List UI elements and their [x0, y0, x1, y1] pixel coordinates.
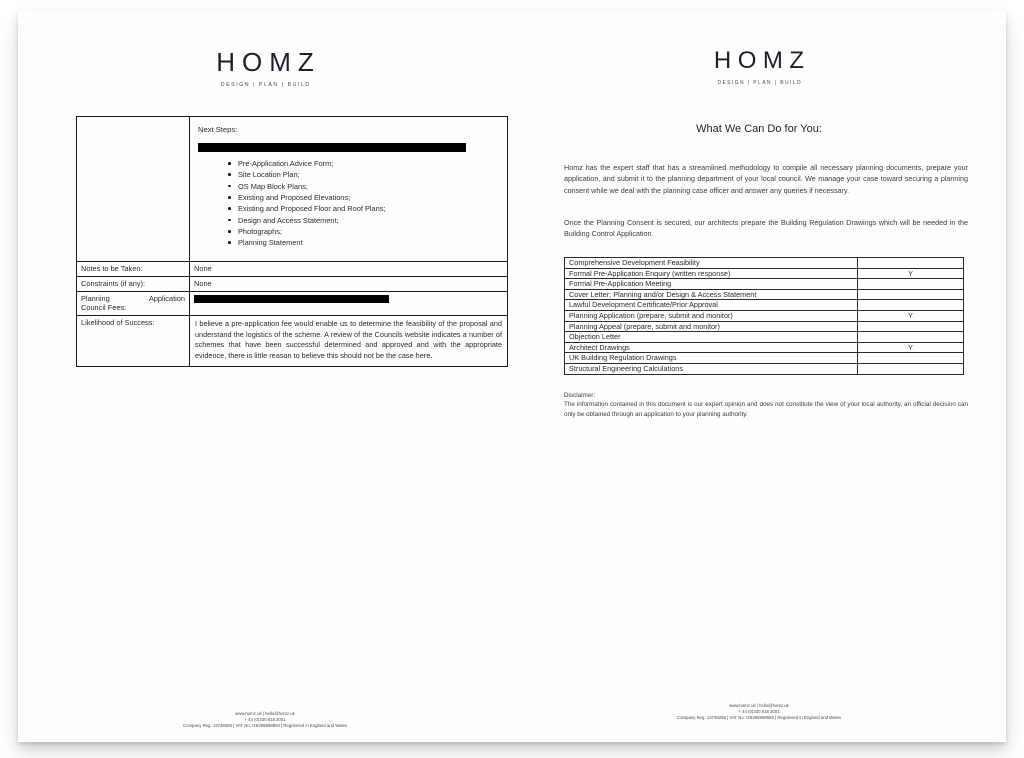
table-row-council-fees: [77, 291, 508, 316]
footer-registration-line: Company Reg: 13748286 | VAT No: GB395998993 | Registered in England and Wales: [676, 715, 842, 721]
service-name: Lawful Development Certificate/Prior Approval: [565, 300, 858, 311]
service-mark: [858, 321, 964, 332]
service-name: Cover Letter; Planning and/or Design & Access Statement: [565, 289, 858, 300]
service-name: Formal Pre-Application Enquiry (written response): [565, 268, 858, 279]
brand-logo-left: [18, 49, 512, 88]
intro-paragraph-2: Once the Planning Consent is secured, our architects prepare the Building Regulation Drawings which will be needed in the Building Control Application.: [564, 218, 968, 239]
service-mark: Y: [858, 310, 964, 321]
footer-contact-line: www.homz.uk | hello@homz.uk: [729, 703, 789, 708]
footer-right: [512, 703, 1006, 722]
list-item: Design and Access Statement;: [238, 215, 503, 226]
service-name: Planning Application (prepare, submit and monitor): [565, 310, 858, 321]
footer-phone-line: + 44 (0)330 818 3001: [738, 709, 780, 715]
service-mark: [858, 258, 964, 269]
likelihood-label-cell: Likelihood of Success:: [77, 316, 190, 367]
list-item: Planning Statement: [238, 237, 503, 248]
list-item: Photographs;: [238, 226, 503, 237]
logo-wordmark: HOMZ: [216, 47, 321, 77]
logo-tagline: DESIGN | PLAN | BUILD: [717, 80, 802, 86]
list-item: Pre-Application Advice Form;: [238, 158, 503, 169]
notes-value-cell: None: [190, 262, 508, 277]
service-mark: Y: [858, 268, 964, 279]
planning-notes-table: [76, 116, 508, 367]
footer-phone-line: + 44 (0)330 818 3001: [244, 717, 286, 723]
table-row-next-steps: [77, 117, 508, 262]
table-row-notes: [77, 262, 508, 277]
page-left: [18, 11, 512, 742]
disclaimer-block: [564, 391, 968, 420]
disclaimer-title: Disclaimer:: [564, 392, 596, 399]
page-title: What We Can Do for You:: [696, 123, 822, 135]
footer-left: [18, 711, 512, 730]
brand-logo-right: [512, 49, 1006, 86]
table-row: [565, 310, 964, 321]
list-item: Existing and Proposed Elevations;: [238, 192, 503, 203]
likelihood-value-cell: [190, 316, 508, 367]
council-fees-label-line-1: Planning Application: [81, 293, 185, 303]
table-row: [565, 268, 964, 279]
next-steps-title: Next Steps:: [198, 125, 238, 134]
service-name: Objection Letter: [565, 332, 858, 343]
intro-paragraph-1: Homz has the expert staff that has a streamlined methodology to compile all necessary planning documents, prepare your application, and submit it to the planning department of your local council. We manage your case toward securing a planning consent while we deal with the planning case officer and answer any queries if necessary.: [564, 163, 968, 195]
footer-contact-line: www.homz.uk | hello@homz.uk: [235, 711, 295, 716]
logo-wordmark: HOMZ: [713, 47, 811, 74]
constraints-label-cell: Constraints (if any):: [77, 276, 190, 291]
council-fees-label-cell: [77, 291, 190, 316]
services-checklist-table: [564, 257, 964, 375]
service-name: Formal Pre-Application Meeting: [565, 279, 858, 290]
service-mark: [858, 363, 964, 374]
service-name: Architect Drawings: [565, 342, 858, 353]
service-name: Structural Engineering Calculations: [565, 363, 858, 374]
footer-registration-line: Company Reg: 13748286 | VAT No: GB395998993 | Registered in England and Wales: [182, 723, 348, 729]
service-mark: [858, 279, 964, 290]
service-name: Comprehensive Development Feasibility: [565, 258, 858, 269]
council-fees-value-cell: [190, 291, 508, 316]
logo-tagline: DESIGN | PLAN | BUILD: [220, 82, 311, 88]
next-steps-list: [198, 158, 503, 249]
service-mark: [858, 332, 964, 343]
notes-label-cell: Notes to be Taken:: [77, 262, 190, 277]
constraints-value-cell: None: [190, 276, 508, 291]
list-item: OS Map Block Plans;: [238, 181, 503, 192]
service-mark: [858, 353, 964, 364]
document-sheet-inner: [18, 11, 1006, 742]
table-row: [565, 332, 964, 343]
table-row-constraints: [77, 276, 508, 291]
next-steps-value-cell: [190, 117, 508, 262]
service-name: UK Building Regulation Drawings: [565, 353, 858, 364]
service-mark: Y: [858, 342, 964, 353]
redaction-bar-council-fees: [194, 295, 389, 303]
council-fees-label-line-2: Council Fees:: [81, 303, 127, 313]
disclaimer-body: The information contained in this document is our expert opinion and does not constitute the view of your local authority, an official decision can only be obtained through an application to your planning authority.: [564, 401, 968, 419]
list-item: Site Location Plan;: [238, 169, 503, 180]
table-row: [565, 279, 964, 290]
page-right: [512, 11, 1006, 742]
list-item: Existing and Proposed Floor and Roof Plans;: [238, 203, 503, 214]
likelihood-text: I believe a pre-application fee would enable us to determine the feasibility of the proposal and understand the logistics of the scheme. A review of the Councils website indicates a number of schemes that have been successful determined and approved and with the appropriate evidence, there is little reason to believe this should not be the case here.: [195, 319, 502, 360]
service-mark: [858, 289, 964, 300]
table-row: [565, 258, 964, 269]
service-name: Planning Appeal (prepare, submit and monitor): [565, 321, 858, 332]
table-row: [565, 363, 964, 374]
redaction-bar-next-steps: [198, 143, 466, 152]
document-sheet: [18, 11, 1006, 742]
table-row: [565, 342, 964, 353]
table-row-likelihood: [77, 316, 508, 367]
table-row: [565, 289, 964, 300]
service-mark: [858, 300, 964, 311]
table-row: [565, 300, 964, 311]
table-row: [565, 353, 964, 364]
next-steps-label-cell: [77, 117, 190, 262]
table-row: [565, 321, 964, 332]
